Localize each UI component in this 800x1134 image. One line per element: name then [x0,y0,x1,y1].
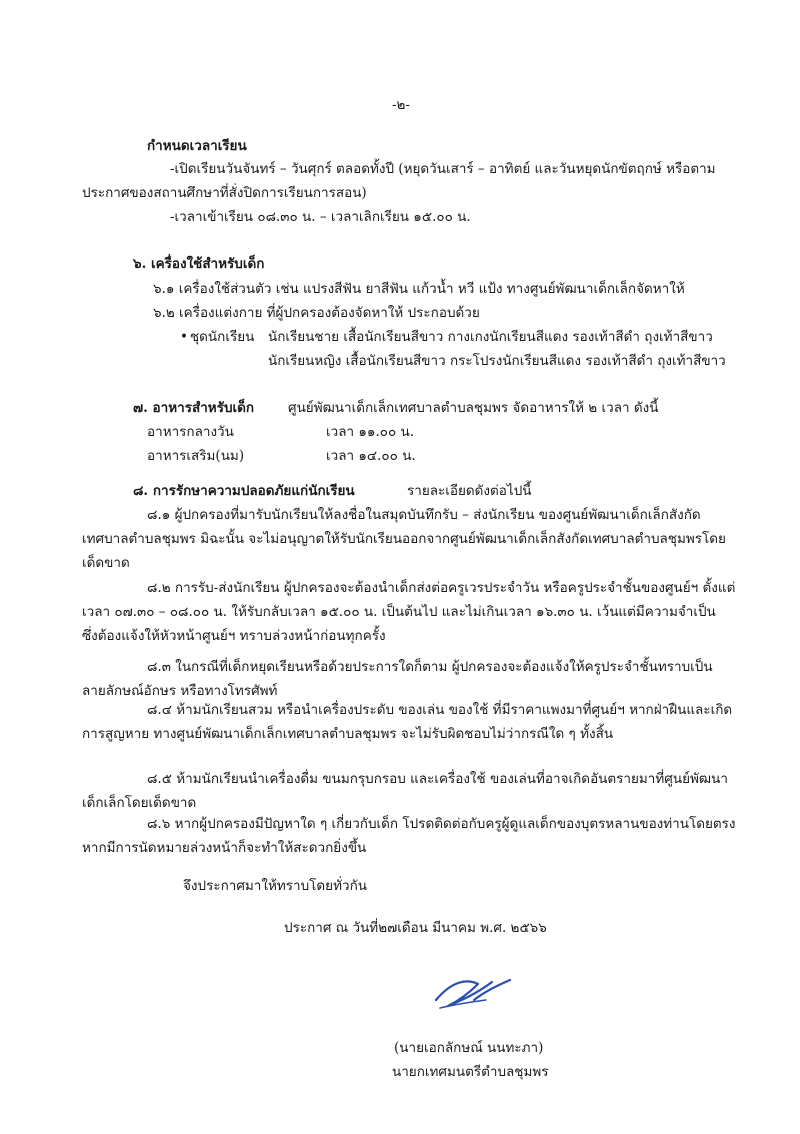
signatory-position: นายกเทศมนตรีตำบลชุมพร [392,1064,549,1080]
page-number: -๒- [392,97,411,113]
para-8-2-line-2: เวลา ๐๗.๓๐ – ๐๘.๐๐ น. ให้รับกลับเวลา ๑๕.๐๐ น. เป็นต้นไป และไม่เกินเวลา ๑๖.๓๐ น. เว้นแต่มีความจำเป็น [82,604,716,620]
para-8-2-line-3: ซึ่งต้องแจ้งให้หัวหน้าศูนย์ฯ ทราบล่วงหน้าก่อนทุกครั้ง [82,628,386,644]
section-7-title: ๗. อาหารสำหรับเด็ก [133,400,255,416]
para-8-3-line-2: ลายลักษณ์อักษร หรือทางโทรศัพท์ [82,683,278,699]
section-6-item-1: ๖.๑ เครื่องใช้ส่วนตัว เช่น แปรงสีฟัน ยาสีฟัน แก้วน้ำ หวี แป้ง ทางศูนย์พัฒนาเด็กเล็กจัดหาให้ [153,281,685,297]
section-6-item-2: ๖.๒ เครื่องแต่งกาย ที่ผู้ปกครองต้องจัดหาให้ ประกอบด้วย [153,305,480,321]
para-8-1-line-2: เทศบาลตำบลชุมพร มิฉะนั้น จะไม่อนุญาตให้รับนักเรียนออกจากศูนย์พัฒนาเด็กเล็กสังกัดเทศบาลตำบลชุมพรโดย [82,531,726,547]
lunch-time: เวลา ๑๑.๐๐ น. [326,424,415,440]
para-8-3-line-1: ๘.๓ ในกรณีที่เด็กหยุดเรียนหรือด้วยประการใดก็ตาม ผู้ปกครองจะต้องแจ้งให้ครูประจำชั้นทราบเป็น [147,659,713,675]
uniform-girls: นักเรียนหญิง เสื้อนักเรียนสีขาว กระโปรงนักเรียนสีแดง รองเท้าสีดำ ถุงเท้าสีขาว [268,353,726,369]
closing-announcement: จึงประกาศมาให้ทราบโดยทั่วกัน [183,878,367,894]
para-8-5-line-1: ๘.๕ ห้ามนักเรียนนำเครื่องดื่ม ขนมกรุบกรอบ และเครื่องใช้ ของเล่นที่อาจเกิดอันตรายมาที่ศูนย์พัฒนา [147,771,728,787]
para-8-4-line-2: การสูญหาย ทางศูนย์พัฒนาเด็กเล็กเทศบาลตำบลชุมพร จะไม่รับผิดชอบไม่ว่ากรณีใด ๆ ทั้งสิ้น [82,726,614,742]
section-6-title: ๖. เครื่องใช้สำหรับเด็ก [133,256,265,272]
para-8-2-line-1: ๘.๒ การรับ-ส่งนักเรียน ผู้ปกครองจะต้องนำเด็กส่งต่อครูเวรประจำวัน หรือครูประจำชั้นของศูนย์ฯ ตั้งแต่ [147,580,736,596]
snack-label: อาหารเสริม(นม) [147,448,245,464]
schedule-line-2: ประกาศของสถานศึกษาที่สั่งปิดการเรียนการสอน) [82,185,367,201]
schedule-line-1: -เปิดเรียนวันจันทร์ – วันศุกร์ ตลอดทั้งปี (หยุดวันเสาร์ – อาทิตย์ และวันหยุดนักขัตฤกษ์ หรือตาม [170,161,716,177]
uniform-boys: นักเรียนชาย เสื้อนักเรียนสีขาว กางเกงนักเรียนสีแดง รองเท้าสีดำ ถุงเท้าสีขาว [268,329,713,345]
para-8-5-line-2: เด็กเล็กโดยเด็ดขาด [82,795,197,811]
uniform-bullet: • [180,329,188,345]
para-8-1-line-1: ๘.๑ ผู้ปกครองที่มารับนักเรียนให้ลงชื่อในสมุดบันทึกรับ – ส่งนักเรียน ของศูนย์พัฒนาเด็กเล็กสังกัด [147,507,701,523]
section-7-intro: ศูนย์พัฒนาเด็กเล็กเทศบาลตำบลชุมพร จัดอาหารให้ ๒ เวลา ดังนี้ [288,400,659,416]
signature-image [426,970,516,1020]
para-8-6-line-2: หากมีการนัดหมายล่วงหน้าก็จะทำให้สะดวกยิ่งขึ้น [82,840,367,856]
uniform-label: ชุดนักเรียน [190,329,255,345]
section-8-title-suffix: รายละเอียดดังต่อไปนี้ [407,483,532,499]
schedule-title: กำหนดเวลาเรียน [147,138,247,154]
schedule-line-3: -เวลาเข้าเรียน ๐๘.๓๐ น. – เวลาเลิกเรียน ๑๕.๐๐ น. [170,209,471,225]
snack-time: เวลา ๑๔.๐๐ น. [326,448,416,464]
para-8-4-line-1: ๘.๔ ห้ามนักเรียนสวม หรือนำเครื่องประดับ ของเล่น ของใช้ ที่มีราคาแพงมาที่ศูนย์ฯ หากฝ่าฝืนและเกิด [147,702,733,718]
para-8-1-line-3: เด็ดขาด [82,555,130,571]
announcement-date: ประกาศ ณ วันที่๒๗เดือน มีนาคม พ.ศ. ๒๕๖๖ [284,920,547,936]
lunch-label: อาหารกลางวัน [147,424,234,440]
para-8-6-line-1: ๘.๖ หากผู้ปกครองมีปัญหาใด ๆ เกี่ยวกับเด็ก โปรดติดต่อกับครูผู้ดูแลเด็กของบุตรหลานของท่านโดยตรง [147,816,736,832]
section-8-title: ๘. การรักษาความปลอดภัยแก่นักเรียน [133,483,355,499]
signatory-name: (นายเอกลักษณ์ นนทะภา) [394,1040,544,1056]
